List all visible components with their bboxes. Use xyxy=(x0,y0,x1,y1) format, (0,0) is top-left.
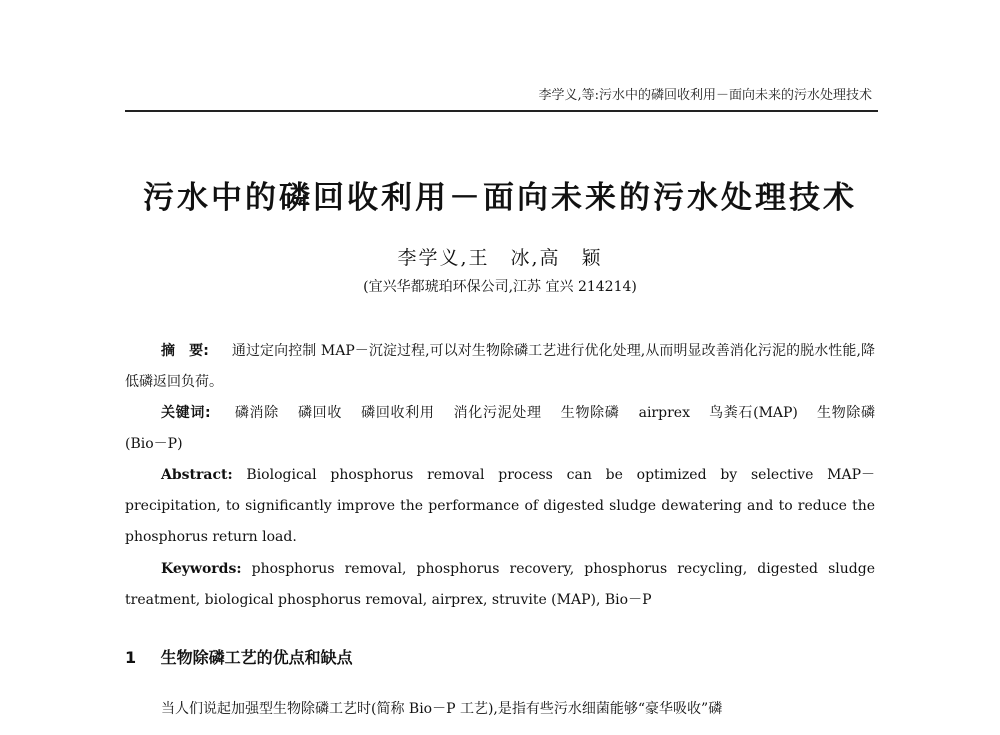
body-paragraph: 当人们说起加强型生物除磷工艺时(简称 Bio－P 工艺),是指有些污水细菌能够“豪华吸收”磷 xyxy=(161,701,723,717)
keywords-cn xyxy=(125,398,875,460)
keyword-cn-item: airprex xyxy=(638,405,690,421)
keyword-cn-item: 生物除磷(Bio－P) xyxy=(125,405,876,452)
abstract-cn-label: 摘 要: xyxy=(161,343,209,359)
keyword-cn-item: 鸟粪石(MAP) xyxy=(709,405,798,421)
abstract-en-label: Abstract: xyxy=(161,467,233,483)
section-title: 生物除磷工艺的优点和缺点 xyxy=(160,648,353,667)
keywords-en-label: Keywords: xyxy=(161,561,242,577)
keywords-en xyxy=(125,554,875,616)
abstract-en xyxy=(125,460,875,553)
article-title: 污水中的磷回收利用－面向未来的污水处理技术 xyxy=(143,180,857,216)
keywords-en-text: phosphorus removal, phosphorus recovery, phosphorus recycling, digested sludge treatment, biological phosphorus removal, airprex, struvite (MAP), Bio－P xyxy=(125,561,875,608)
section-number: 1 xyxy=(125,648,137,667)
keyword-cn-item: 生物除磷 xyxy=(560,405,620,421)
keywords-cn-label: 关键词: xyxy=(161,405,211,421)
abstract-cn xyxy=(125,336,875,398)
header-rule xyxy=(125,110,878,112)
running-head: 李学义,等:污水中的磷回收利用－面向未来的污水处理技术 xyxy=(538,88,872,103)
keyword-cn-item: 消化污泥处理 xyxy=(453,405,542,421)
abstract-cn-text: 通过定向控制 MAP－沉淀过程,可以对生物除磷工艺进行优化处理,从而明显改善消化污泥的脱水性能,降低磷返回负荷。 xyxy=(125,343,875,390)
article-authors: 李学义,王 冰,高 颖 xyxy=(397,247,603,269)
keyword-cn-item: 磷回收利用 xyxy=(361,405,435,421)
section-heading xyxy=(125,645,353,668)
keyword-cn-item: 磷消除 xyxy=(234,405,279,421)
keyword-cn-item: 磷回收 xyxy=(298,405,343,421)
article-affiliation: (宜兴华都琥珀环保公司,江苏 宜兴 214214) xyxy=(363,279,637,295)
abstract-en-text: Biological phosphorus removal process can be optimized by selective MAP－precipitation, to significantly improve the performance of digested sludge dewatering and to reduce the phosphorus return load. xyxy=(125,467,876,545)
